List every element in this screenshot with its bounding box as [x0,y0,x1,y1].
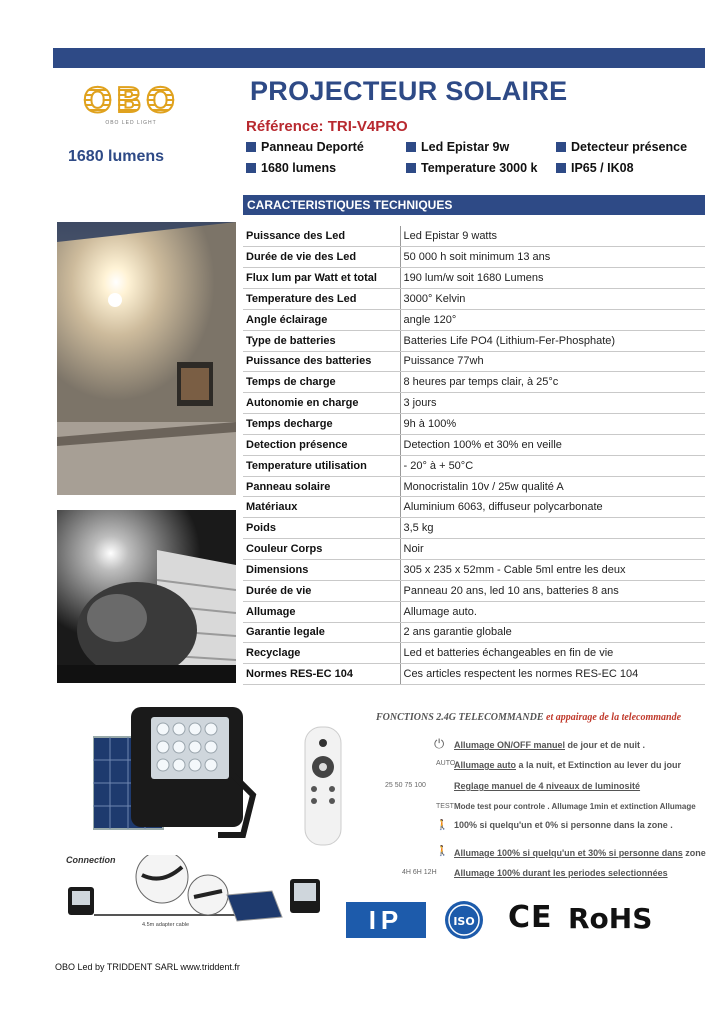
timer-icon: 4H 6H 12H [402,869,437,876]
table-row [243,268,705,289]
spec-label: Flux lum par Watt et total [243,268,400,289]
test-icon: TEST [436,803,454,810]
spec-value: Allumage auto. [400,601,705,622]
bullet-square-icon [556,142,566,152]
table-row [243,372,705,393]
spec-label: Type de batteries [243,330,400,351]
spec-label: Couleur Corps [243,539,400,560]
feature-item: Detecteur présence [556,140,687,154]
svg-text:ISO: ISO [453,915,475,928]
spec-label: Puissance des batteries [243,351,400,372]
top-color-bar [53,48,705,68]
function-row: Allumage auto a la nuit, et Extinction au lever du jour [454,760,682,770]
wall-light-photo [57,222,236,495]
product-image [93,705,363,855]
spec-label: Autonomie en charge [243,393,400,414]
page-title: PROJECTEUR SOLAIRE [250,76,568,106]
table-row [243,351,705,372]
table-row [243,539,705,560]
connection-diagram [62,855,342,935]
table-row [243,622,705,643]
projector-icon [131,707,253,835]
feature-item: IP65 / IK08 [556,161,634,175]
connection-illustration [62,855,342,935]
spec-value: 50 000 h soit minimum 13 ans [400,247,705,268]
cable-label: 4.5m adapter cable [142,922,190,928]
spec-label: Durée de vie [243,580,400,601]
iso-icon [444,900,484,940]
spec-value: 9h à 100% [400,414,705,435]
spec-value: Panneau 20 ans, led 10 ans, batteries 8 ans [400,580,705,601]
bullet-square-icon [556,163,566,173]
table-row [243,497,705,518]
remote-functions [376,712,696,723]
spec-value: 8 heures par temps clair, à 25°c [400,372,705,393]
feature-item: Panneau Deporté [246,140,364,154]
spec-label: Dimensions [243,560,400,581]
bullet-square-icon [246,163,256,173]
specs-table [243,226,705,685]
table-row [243,309,705,330]
spec-value: 3 jours [400,393,705,414]
table-row [243,580,705,601]
table-row [243,247,705,268]
spec-value: Batteries Life PO4 (Lithium-Fer-Phosphate) [400,330,705,351]
table-row [243,518,705,539]
ip65-badge: IP 65 [346,902,426,938]
spec-label: Poids [243,518,400,539]
night-light-photo [57,510,236,683]
product-illustration [93,705,363,855]
spec-label: Detection présence [243,434,400,455]
spec-value: Ces articles respectent les normes RES-EC 104 [400,664,705,685]
spec-label: Panneau solaire [243,476,400,497]
table-row [243,226,705,247]
side-lumens-label: 1680 lumens [68,148,165,165]
spec-label: Temps decharge [243,414,400,435]
footer: OBO Led by TRIDDENT SARL www.triddent.fr [55,962,240,972]
functions-title: FONCTIONS 2.4G TELECOMMANDE et appairage de la telecommande [376,712,682,723]
spec-label: Garantie legale [243,622,400,643]
function-row: 100% si quelqu'un et 0% si personne dans la zone . [454,820,673,830]
function-row: Allumage 100% durant les periodes selectionnées [454,868,668,878]
iso-badge [444,900,484,940]
spec-value: - 20° à + 50°C [400,455,705,476]
spec-value: 2 ans garantie globale [400,622,705,643]
spec-value: Led Epistar 9 watts [400,226,705,247]
auto-icon: AUTO [436,760,456,767]
function-row: Reglage manuel de 4 niveaux de luminosité [454,781,641,791]
brightness-levels-icon: 25 50 75 100 [385,782,426,789]
logo-text: OBO [75,84,187,118]
table-row [243,476,705,497]
section-heading: CARACTERISTIQUES TECHNIQUES [243,195,705,215]
spec-label: Matériaux [243,497,400,518]
power-icon: ⏻ [434,736,445,751]
connection-label: Connection [66,855,116,865]
feature-item: 1680 lumens [246,161,336,175]
spec-value: 190 lum/w soit 1680 Lumens [400,268,705,289]
table-row [243,560,705,581]
spec-value: Aluminium 6063, diffuseur polycarbonate [400,497,705,518]
spec-value: 305 x 235 x 52mm - Cable 5ml entre les deux [400,560,705,581]
remote-control-icon [305,727,341,845]
table-row [243,289,705,310]
wall-light-image [57,222,236,495]
motion-sensor-icon: 🚶 [436,820,449,831]
rohs-mark: RoHS [568,902,653,935]
spec-label: Temperature utilisation [243,455,400,476]
spec-value: angle 120° [400,309,705,330]
table-row [243,414,705,435]
product-reference: Référence: TRI-V4PRO [246,118,408,135]
spec-label: Temps de charge [243,372,400,393]
bullet-square-icon [406,163,416,173]
table-row [243,434,705,455]
spec-label: Temperature des Led [243,289,400,310]
bullet-square-icon [406,142,416,152]
spec-value: Noir [400,539,705,560]
brand-logo [75,81,187,130]
function-row: Mode test pour controle . Allumage 1min et extinction Allumage [454,802,696,811]
table-row [243,664,705,685]
spec-label: Normes RES-EC 104 [243,664,400,685]
spec-value: Puissance 77wh [400,351,705,372]
bullet-square-icon [246,142,256,152]
spec-label: Allumage [243,601,400,622]
table-row [243,455,705,476]
ce-mark: CE [508,900,553,935]
motion-sensor-icon: 🚶 [436,846,449,857]
spec-value: 3,5 kg [400,518,705,539]
logo-subtitle: OBO LED LIGHT [105,120,157,126]
spec-value: 3000° Kelvin [400,289,705,310]
feature-item: Temperature 3000 k [406,161,538,175]
table-row [243,601,705,622]
spec-value: Led et batteries échangeables en fin de vie [400,643,705,664]
spec-label: Puissance des Led [243,226,400,247]
spec-label: Angle éclairage [243,309,400,330]
spec-value: Detection 100% et 30% en veille [400,434,705,455]
spec-value: Monocristalin 10v / 25w qualité A [400,476,705,497]
table-row [243,393,705,414]
table-row [243,643,705,664]
function-row: Allumage 100% si quelqu'un et 30% si personne dans zone [454,848,706,858]
spec-label: Recyclage [243,643,400,664]
feature-item: Led Epistar 9w [406,140,509,154]
night-light-image [57,510,236,683]
function-row: Allumage ON/OFF manuel de jour et de nuit . [454,740,646,750]
spec-label: Durée de vie des Led [243,247,400,268]
table-row [243,330,705,351]
